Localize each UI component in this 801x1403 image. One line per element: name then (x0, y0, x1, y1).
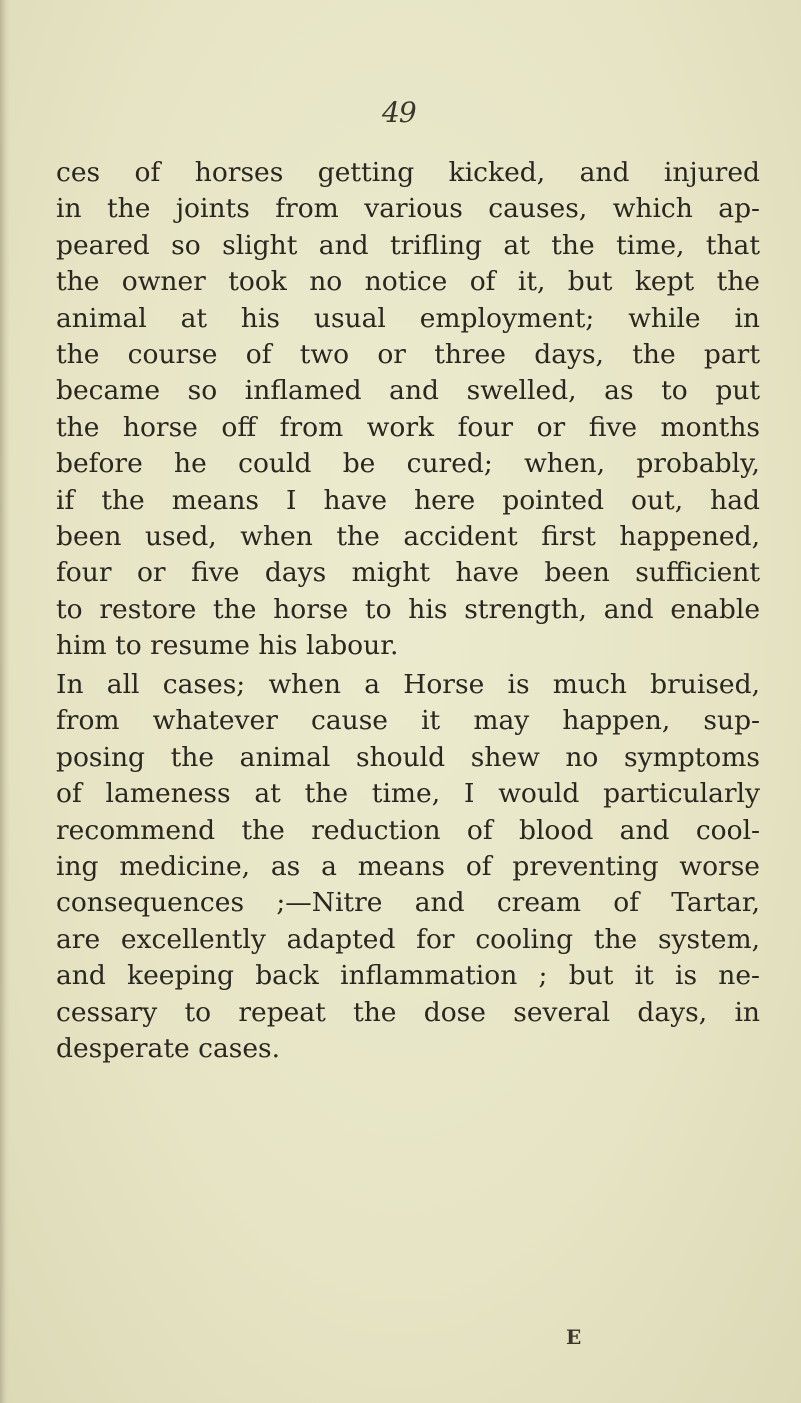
text-line: ces of horses getting kicked, and injured (56, 157, 760, 188)
text-line: are excellently adapted for cooling the system, (56, 923, 760, 955)
text-line: ing medicine, as a means of preventing worse (56, 850, 760, 882)
signature-mark: E (566, 1325, 582, 1349)
paragraph-1 (56, 155, 760, 664)
text-line: and keeping back inflammation ; but it is ne- (56, 960, 760, 992)
text-line: from whatever cause it may happen, sup- (56, 705, 760, 737)
text-line: consequences ;—Nitre and cream of Tartar, (56, 887, 760, 919)
text-line: animal at his usual employment; while in (56, 302, 760, 334)
text-line: the owner took no notice of it, but kept the (56, 266, 760, 298)
text-line: four or five days might have been sufficient (56, 557, 760, 589)
text-line: before he could be cured; when, probably, (56, 448, 760, 480)
text-line: the horse off from work four or five months (56, 411, 760, 443)
text-line: been used, when the accident first happened, (56, 520, 760, 552)
text-line: of lameness at the time, I would particularly (56, 778, 760, 810)
text-line: became so inflamed and swelled, as to put (56, 375, 760, 407)
page-number: 49 (382, 96, 416, 129)
text-line: to restore the horse to his strength, and enable (56, 593, 760, 625)
paragraph-2 (56, 667, 760, 1067)
text-line: the course of two or three days, the part (56, 338, 760, 370)
text-line: recommend the reduction of blood and cool- (56, 814, 760, 846)
text-line: in the joints from various causes, which ap- (56, 193, 760, 225)
text-line: if the means I have here pointed out, had (56, 484, 760, 516)
text-line: posing the animal should shew no symptoms (56, 741, 760, 773)
page-edge-shadow (0, 0, 10, 1403)
text-line: cessary to repeat the dose several days, in (56, 996, 760, 1028)
text-line: peared so slight and trifling at the time, that (56, 229, 760, 261)
text-line: him to resume his labour. (56, 630, 399, 662)
text-line: In all cases; when a Horse is much bruised, (56, 669, 760, 700)
text-line: desperate cases. (56, 1032, 281, 1064)
